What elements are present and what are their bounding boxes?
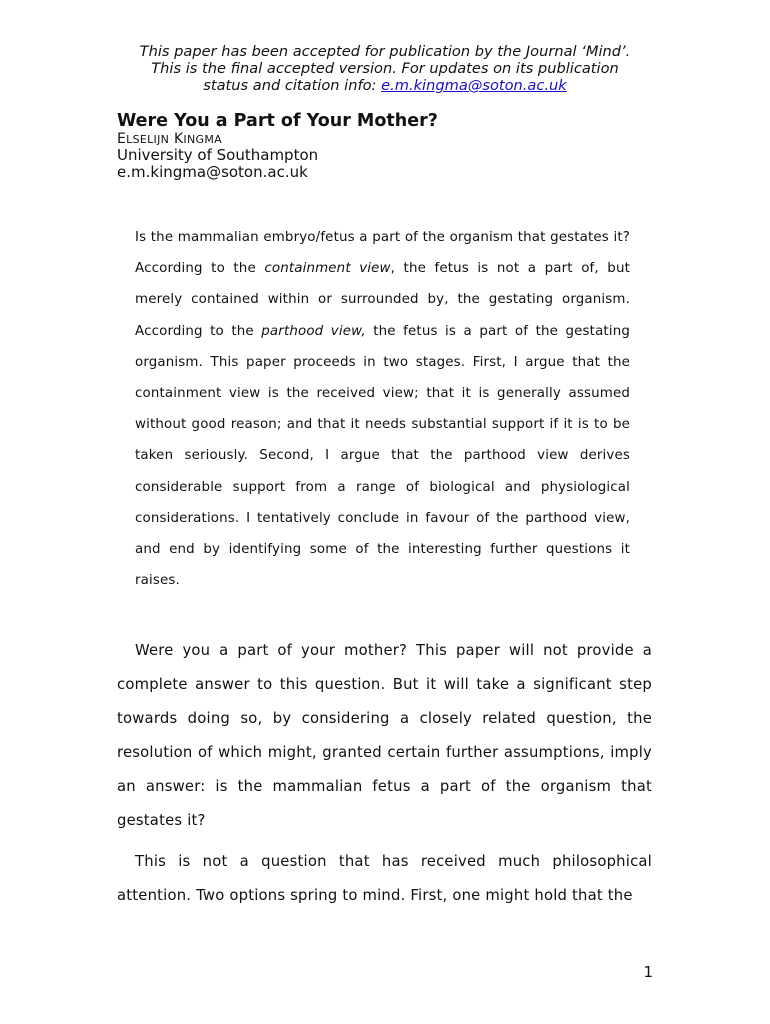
affiliation: University of Southampton bbox=[117, 146, 319, 164]
email-link[interactable]: e.m.kingma@soton.ac.uk bbox=[381, 77, 567, 94]
notice-line-3-prefix: status and citation info: bbox=[203, 77, 382, 94]
abstract bbox=[135, 222, 630, 596]
author-last-initial: K bbox=[173, 131, 184, 147]
abstract-text-3: the fetus is a part of the gestating organism. This paper proceeds in two stages. First, I argue that the containment view is the received view; that it is generally assumed without good reason; and that it needs substantial support if it is to be taken seriously. Second, I argue that the parthood view derives considerable support from a range of biological and physiological considerations. I tentatively conclude in favour of the parthood view, and end by identifying some of the interesting further questions it raises. bbox=[135, 323, 630, 589]
author-name bbox=[117, 131, 222, 147]
author-email: e.m.kingma@soton.ac.uk bbox=[117, 163, 308, 181]
author-affiliation-block bbox=[117, 147, 318, 181]
publication-notice bbox=[110, 43, 660, 94]
notice-line-2: This is the final accepted version. For updates on its publication bbox=[151, 60, 619, 77]
notice-line-3 bbox=[110, 77, 660, 94]
abstract-text-2: , the fetus is not a part of, but merely contained within or surrounded by, the gestating organism. According to the bbox=[135, 261, 630, 339]
abstract-text-1: Is the mammalian embryo/fetus a part of the organism that gestates it? According to the bbox=[135, 230, 630, 277]
body-paragraph-1: Were you a part of your mother? This paper will not provide a complete answer to this question. But it will take a significant step towards doing so, by considering a closely related question, the resolution of which might, granted certain further assumptions, imply an answer: is the mammalian fetus a part of the organism that gestates it? bbox=[117, 642, 652, 829]
notice-line-1: This paper has been accepted for publication by the Journal ‘Mind’. bbox=[139, 43, 631, 60]
abstract-term-parthood: parthood view, bbox=[261, 323, 366, 339]
paper-title: Were You a Part of Your Mother? bbox=[117, 111, 438, 131]
author-first-initial: E bbox=[117, 131, 127, 147]
body-paragraph-2: This is not a question that has received much philosophical attention. Two options spring to mind. First, one might hold that the bbox=[117, 853, 652, 904]
page-number: 1 bbox=[643, 963, 653, 981]
author-first-rest: LSELIJN bbox=[126, 133, 170, 146]
author-last-rest: INGMA bbox=[183, 133, 222, 146]
abstract-term-containment: containment view bbox=[264, 261, 391, 277]
